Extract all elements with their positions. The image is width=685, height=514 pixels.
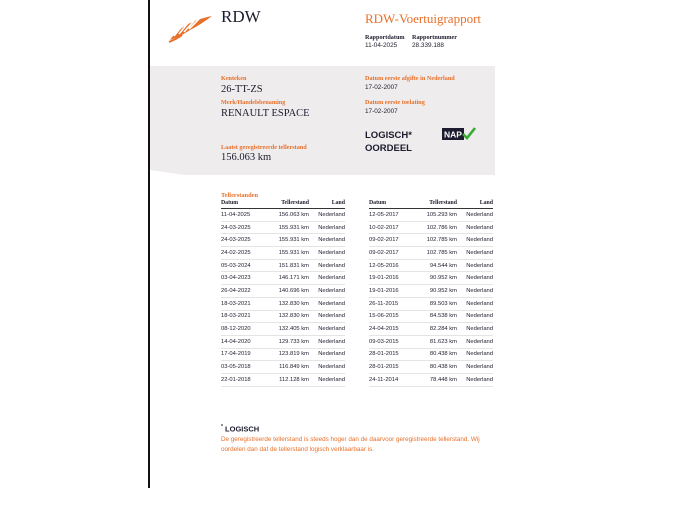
row-date: 09-02-2017 <box>369 234 411 247</box>
nap-logo-text: NAP <box>444 129 462 140</box>
table-row <box>221 297 345 310</box>
row-reading: 155.931 km <box>263 221 311 234</box>
row-country: Nederland <box>459 259 493 272</box>
row-reading: 151.831 km <box>263 259 311 272</box>
table-row <box>221 348 345 361</box>
table-row <box>221 272 345 285</box>
row-country: Nederland <box>311 272 345 285</box>
vehicle-info-band <box>150 66 495 175</box>
verdict-line1: LOGISCH* <box>365 130 412 141</box>
table-header-row <box>369 199 493 209</box>
report-date: 11-04-2025 <box>365 42 398 49</box>
band-corner-cut <box>150 170 192 176</box>
row-country: Nederland <box>459 209 493 222</box>
header-country: Land <box>459 199 493 209</box>
rdw-logo-icon <box>168 14 214 44</box>
row-country: Nederland <box>311 310 345 323</box>
footer-explanation: De geregistreerde tellerstand is steeds hoger dan de daarvoor geregistreerde tellerstand. Wij oordelen dan dat de tellerstand logisch verklaarbaar is. <box>221 436 480 453</box>
table-row <box>221 361 345 374</box>
table-row <box>369 209 493 222</box>
row-date: 24-03-2025 <box>221 221 263 234</box>
row-reading: 132.830 km <box>263 310 311 323</box>
row-date: 22-01-2018 <box>221 373 263 386</box>
row-date: 05-03-2024 <box>221 259 263 272</box>
row-country: Nederland <box>459 234 493 247</box>
table-row <box>221 335 345 348</box>
row-reading: 105.293 km <box>411 209 459 222</box>
row-reading: 82.284 km <box>411 323 459 336</box>
table-row <box>221 247 345 260</box>
row-date: 03-05-2018 <box>221 361 263 374</box>
table-row <box>369 361 493 374</box>
row-reading: 94.544 km <box>411 259 459 272</box>
row-reading: 102.786 km <box>411 221 459 234</box>
row-reading: 102.785 km <box>411 234 459 247</box>
row-reading: 81.623 km <box>411 335 459 348</box>
row-reading: 132.830 km <box>263 297 311 310</box>
header-date: Datum <box>369 199 411 209</box>
table-row <box>369 272 493 285</box>
odometer-table-left <box>221 199 345 387</box>
row-country: Nederland <box>459 285 493 298</box>
row-country: Nederland <box>311 361 345 374</box>
row-date: 03-04-2023 <box>221 272 263 285</box>
row-date: 12-05-2016 <box>369 259 411 272</box>
row-reading: 156.063 km <box>263 209 311 222</box>
row-reading: 102.785 km <box>411 247 459 260</box>
row-reading: 80.438 km <box>411 361 459 374</box>
row-reading: 89.503 km <box>411 297 459 310</box>
row-reading: 155.931 km <box>263 247 311 260</box>
table-row <box>369 335 493 348</box>
header-reading: Tellerstand <box>263 199 311 209</box>
first-admission-nl-label: Datum eerste afgifte in Nederland <box>365 75 455 82</box>
row-country: Nederland <box>311 234 345 247</box>
report-title: RDW-Voertuigrapport <box>365 11 482 26</box>
row-country: Nederland <box>311 335 345 348</box>
header-date: Datum <box>221 199 263 209</box>
row-reading: 112.128 km <box>263 373 311 386</box>
row-date: 09-03-2015 <box>369 335 411 348</box>
row-country: Nederland <box>311 247 345 260</box>
row-reading: 116.849 km <box>263 361 311 374</box>
row-country: Nederland <box>311 348 345 361</box>
table-row <box>221 209 345 222</box>
row-reading: 90.952 km <box>411 285 459 298</box>
table-row <box>221 259 345 272</box>
verdict <box>365 129 412 155</box>
row-date: 17-04-2019 <box>221 348 263 361</box>
table-row <box>221 373 345 386</box>
table-row <box>369 297 493 310</box>
footer-title <box>221 424 259 434</box>
table-row <box>221 234 345 247</box>
row-date: 19-01-2016 <box>369 285 411 298</box>
row-date: 26-04-2022 <box>221 285 263 298</box>
row-date: 15-06-2015 <box>369 310 411 323</box>
row-reading: 132.405 km <box>263 323 311 336</box>
row-country: Nederland <box>311 297 345 310</box>
row-country: Nederland <box>459 373 493 386</box>
table-row <box>369 310 493 323</box>
row-country: Nederland <box>459 335 493 348</box>
odometer-table-title: Tellerstanden <box>221 192 259 199</box>
row-date: 12-05-2017 <box>369 209 411 222</box>
first-admission-nl: 17-02-2007 <box>365 84 398 91</box>
row-reading: 129.733 km <box>263 335 311 348</box>
row-country: Nederland <box>311 259 345 272</box>
table-row <box>369 234 493 247</box>
odometer-table-right <box>369 199 493 387</box>
report-date-label: Rapportdatum <box>365 34 405 41</box>
row-country: Nederland <box>459 272 493 285</box>
row-reading: 155.931 km <box>263 234 311 247</box>
table-row <box>369 247 493 260</box>
row-country: Nederland <box>459 323 493 336</box>
odometer-value: 156.063 km <box>221 152 272 163</box>
footer-title-text: LOGISCH <box>225 424 260 434</box>
table-row <box>369 221 493 234</box>
row-reading: 140.696 km <box>263 285 311 298</box>
table-row <box>221 310 345 323</box>
row-reading: 146.171 km <box>263 272 311 285</box>
table-row <box>221 221 345 234</box>
nap-check-icon <box>442 127 476 141</box>
table-row <box>369 348 493 361</box>
header-reading: Tellerstand <box>411 199 459 209</box>
row-reading: 78.448 km <box>411 373 459 386</box>
report-number-label: Rapportnummer <box>412 34 458 41</box>
license-plate: 26-TT-ZS <box>221 84 263 95</box>
verdict-line2: OORDEEL <box>365 143 412 154</box>
row-date: 14-04-2020 <box>221 335 263 348</box>
row-country: Nederland <box>459 348 493 361</box>
row-country: Nederland <box>459 221 493 234</box>
table-row <box>221 323 345 336</box>
row-reading: 90.952 km <box>411 272 459 285</box>
row-country: Nederland <box>459 361 493 374</box>
odometer-label: Laatst geregistreerde tellerstand <box>221 144 307 151</box>
report-number: 28.339.188 <box>412 42 444 49</box>
plate-label: Kenteken <box>221 75 247 82</box>
row-date: 09-02-2017 <box>369 247 411 260</box>
row-date: 24-11-2014 <box>369 373 411 386</box>
row-date: 08-12-2020 <box>221 323 263 336</box>
table-row <box>221 285 345 298</box>
vehicle-make: RENAULT ESPACE <box>221 108 310 119</box>
row-date: 11-04-2025 <box>221 209 263 222</box>
table-header-row <box>221 199 345 209</box>
brand-name: RDW <box>221 7 261 26</box>
header-country: Land <box>311 199 345 209</box>
row-date: 24-04-2015 <box>369 323 411 336</box>
row-date: 28-01-2015 <box>369 361 411 374</box>
row-date: 26-11-2015 <box>369 297 411 310</box>
row-date: 24-03-2025 <box>221 234 263 247</box>
row-date: 24-02-2025 <box>221 247 263 260</box>
make-label: Merk/Handelsbenaming <box>221 99 286 106</box>
table-row <box>369 323 493 336</box>
row-reading: 84.538 km <box>411 310 459 323</box>
row-reading: 80.438 km <box>411 348 459 361</box>
row-country: Nederland <box>311 373 345 386</box>
row-country: Nederland <box>311 323 345 336</box>
table-row <box>369 285 493 298</box>
first-admission-label: Datum eerste toelating <box>365 99 425 106</box>
row-date: 18-03-2021 <box>221 297 263 310</box>
row-date: 28-01-2015 <box>369 348 411 361</box>
row-date: 19-01-2016 <box>369 272 411 285</box>
row-country: Nederland <box>459 297 493 310</box>
row-date: 10-02-2017 <box>369 221 411 234</box>
row-date: 18-03-2021 <box>221 310 263 323</box>
table-row <box>369 259 493 272</box>
row-country: Nederland <box>311 221 345 234</box>
row-country: Nederland <box>311 209 345 222</box>
row-reading: 123.819 km <box>263 348 311 361</box>
first-admission: 17-02-2007 <box>365 108 398 115</box>
footer-asterisk: * <box>221 424 223 430</box>
table-row <box>369 373 493 386</box>
row-country: Nederland <box>311 285 345 298</box>
row-country: Nederland <box>459 247 493 260</box>
row-country: Nederland <box>459 310 493 323</box>
